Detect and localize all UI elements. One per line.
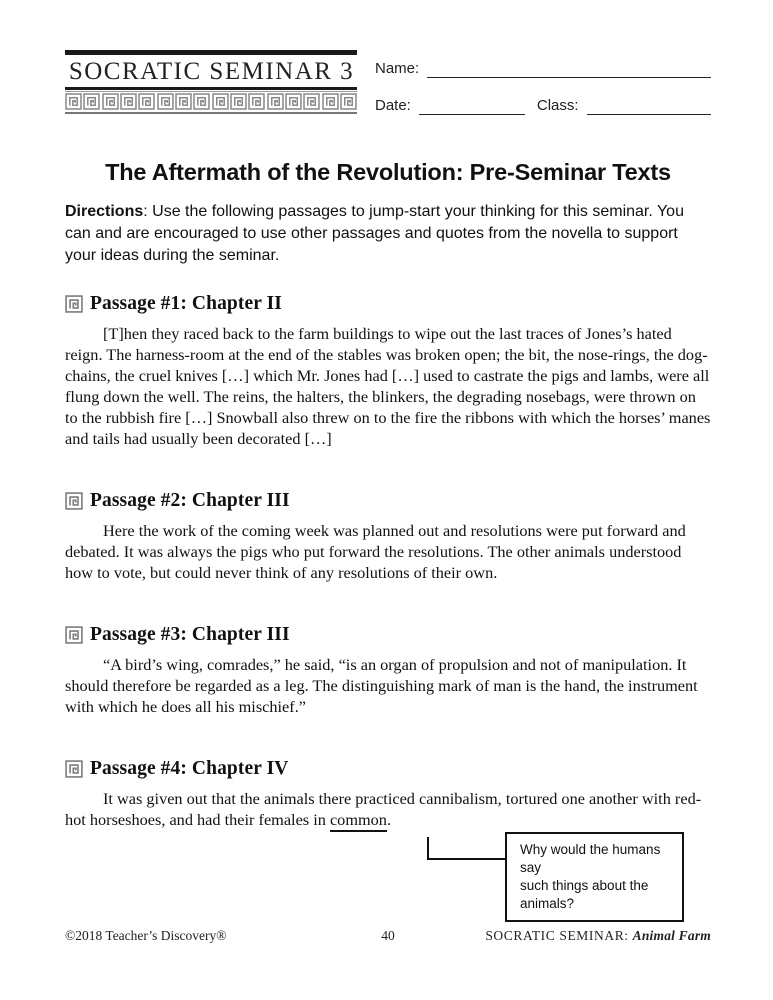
name-field-row [375, 60, 711, 78]
greek-key-icon [230, 93, 247, 110]
directions-text: : Use the following passages to jump-start your thinking for this seminar. You can and are encouraged to use other passages and quotes from the novella to support your ideas during the seminar. [65, 203, 684, 264]
passage-4-section [65, 758, 711, 911]
passage-1-body: [T]hen they raced back to the farm buildings to wipe out the last traces of Jones’s hated reign. The harness-room at the end of the stables was broken open; the bit, the nose-rings, the dog-chains, the cruel knives […] which Mr. Jones had […] used to castrate the pigs and lambs, were all flung down the well. The reins, the halters, the blinkers, the degrading nosebags, were thrown on to the rubbish fire […] Snowball also threw on to the fire the ribbons with which the horses’ manes and tails had usually been decorated […] [65, 324, 711, 448]
greek-key-icon [65, 295, 83, 313]
greek-key-icon [267, 93, 284, 110]
greek-key-band [65, 91, 357, 114]
greek-key-icon [65, 93, 82, 110]
greek-key-bullet [65, 626, 83, 644]
greek-key-bullet [65, 760, 83, 778]
passage-2-title: Passage #2: Chapter III [90, 490, 290, 511]
callout-horizontal-connector [427, 858, 507, 860]
directions-label: Directions [65, 203, 144, 220]
greek-key-icon [303, 93, 320, 110]
passage-3-section [65, 624, 711, 717]
page-footer [65, 928, 711, 944]
passage-4-text-after: . [386, 810, 392, 829]
passage-3-title: Passage #3: Chapter III [90, 624, 290, 645]
logo-mid-bar [65, 87, 357, 90]
greek-key-icon [175, 93, 192, 110]
callout-box [505, 832, 684, 922]
underlined-word-common: common [330, 810, 387, 832]
passage-1-heading [65, 293, 711, 315]
passage-2-heading [65, 490, 711, 512]
passage-4-text-before: It was given out that the animals there practiced cannibalism, tortured one another with red-hot horseshoes, and had their females in [65, 789, 702, 829]
greek-key-icon [83, 93, 100, 110]
greek-key-icon [65, 626, 83, 644]
passage-2-section [65, 490, 711, 583]
greek-key-icon [212, 93, 229, 110]
logo-title: SOCRATIC SEMINAR 3 [68, 58, 355, 85]
greek-key-icon [248, 93, 265, 110]
passage-1-title: Passage #1: Chapter II [90, 293, 282, 314]
directions-paragraph [65, 201, 711, 267]
greek-key-icon [340, 93, 357, 110]
page-header [65, 50, 711, 115]
socratic-seminar-logo [65, 50, 357, 114]
class-label: Class: [536, 97, 579, 114]
greek-key-icon [157, 93, 174, 110]
callout-line-2: such things about the animals? [520, 878, 649, 911]
series-label: SOCRATIC SEMINAR: [485, 928, 633, 943]
name-blank-line[interactable] [427, 61, 711, 78]
passage-4-body [65, 788, 711, 830]
greek-key-icon [65, 492, 83, 510]
page-title: The Aftermath of the Revolution: Pre-Seminar Texts [105, 159, 671, 185]
passage-4-heading [65, 758, 711, 780]
greek-key-icon [138, 93, 155, 110]
passage-3-heading [65, 624, 711, 646]
student-fields [375, 50, 711, 115]
class-blank-line[interactable] [587, 98, 711, 115]
copyright-text: ©2018 Teacher’s Discovery® [65, 928, 227, 943]
greek-key-icon [285, 93, 302, 110]
callout-vertical-connector [427, 837, 429, 860]
passage-1-section [65, 293, 711, 449]
greek-key-bullet [65, 295, 83, 313]
page-number: 40 [381, 928, 395, 943]
greek-key-icon [102, 93, 119, 110]
date-blank-line[interactable] [419, 98, 525, 115]
greek-key-icon [193, 93, 210, 110]
date-label: Date: [375, 97, 411, 114]
name-label: Name: [375, 60, 420, 77]
greek-key-bullet [65, 492, 83, 510]
greek-key-icon [120, 93, 137, 110]
passage-2-body: Here the work of the coming week was planned out and resolutions were put forward and debated. It was always the pigs who put forward the resolutions. The other animals understood how to vote, but could never think of any resolutions of their own. [65, 521, 686, 582]
date-class-field-row [375, 97, 711, 115]
callout-line-1: Why would the humans say [520, 842, 661, 875]
greek-key-icon [322, 93, 339, 110]
passage-4-title: Passage #4: Chapter IV [90, 758, 289, 779]
greek-key-icon [65, 760, 83, 778]
passage-3-body: “A bird’s wing, comrades,” he said, “is an organ of propulsion and not of manipulation. It should therefore be regarded as a leg. The distinguishing mark of man is the hand, the instrument with which he does all his mischief.” [65, 655, 698, 716]
book-title: Animal Farm [632, 928, 711, 943]
